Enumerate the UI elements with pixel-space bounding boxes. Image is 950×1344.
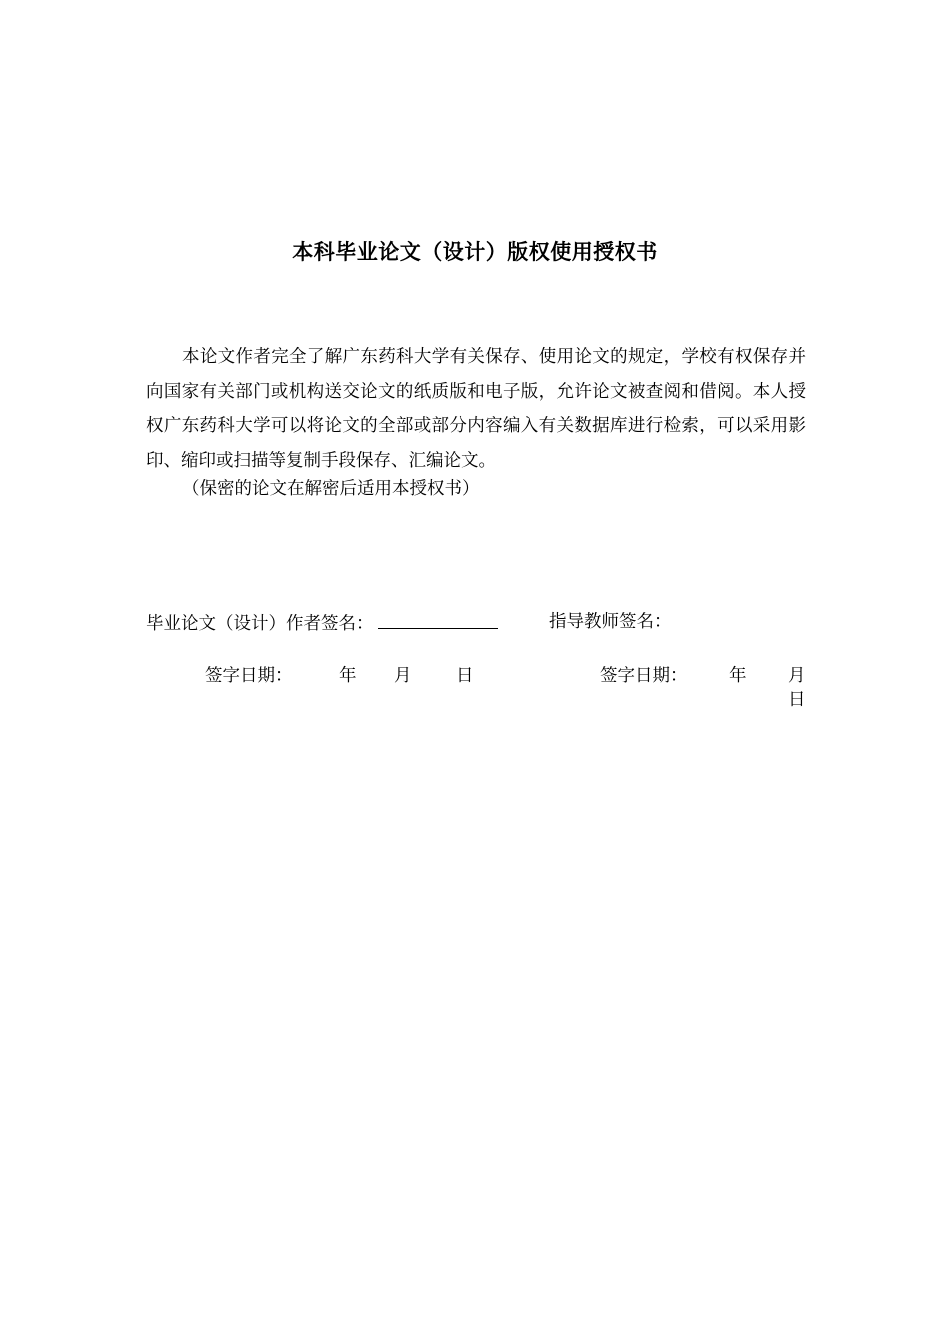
teacher-date-year: 年: [729, 666, 747, 686]
author-date-label: 签字日期：: [205, 666, 293, 686]
document-title: 本科毕业论文（设计）版权使用授权书: [292, 240, 658, 264]
teacher-signature-row: [549, 608, 672, 636]
author-date-day: 日: [456, 666, 474, 686]
author-signature-row: [146, 608, 498, 638]
confidential-note: （保密的论文在解密后适用本授权书）: [182, 479, 480, 499]
teacher-date-label: 签字日期：: [600, 666, 688, 686]
author-signature-line: [378, 608, 498, 629]
teacher-signature-label: 指导教师签名：: [549, 612, 672, 632]
authorization-paragraph: 本论文作者完全了解广东药科大学有关保存、使用论文的规定，学校有权保存并向国家有关部门或机构送交论文的纸质版和电子版，允许论文被查阅和借阅。本人授权广东药科大学可以将论文的全部或部分内容编入有关数据库进行检索，可以采用影印、缩印或扫描等复制手段保存、汇编论文。: [146, 347, 806, 471]
author-date-month: 月: [394, 666, 412, 686]
author-date-year: 年: [339, 666, 357, 686]
author-signature-label: 毕业论文（设计）作者签名：: [146, 614, 374, 634]
teacher-date-day: 日: [788, 690, 806, 710]
teacher-date-month: 月: [788, 666, 806, 686]
